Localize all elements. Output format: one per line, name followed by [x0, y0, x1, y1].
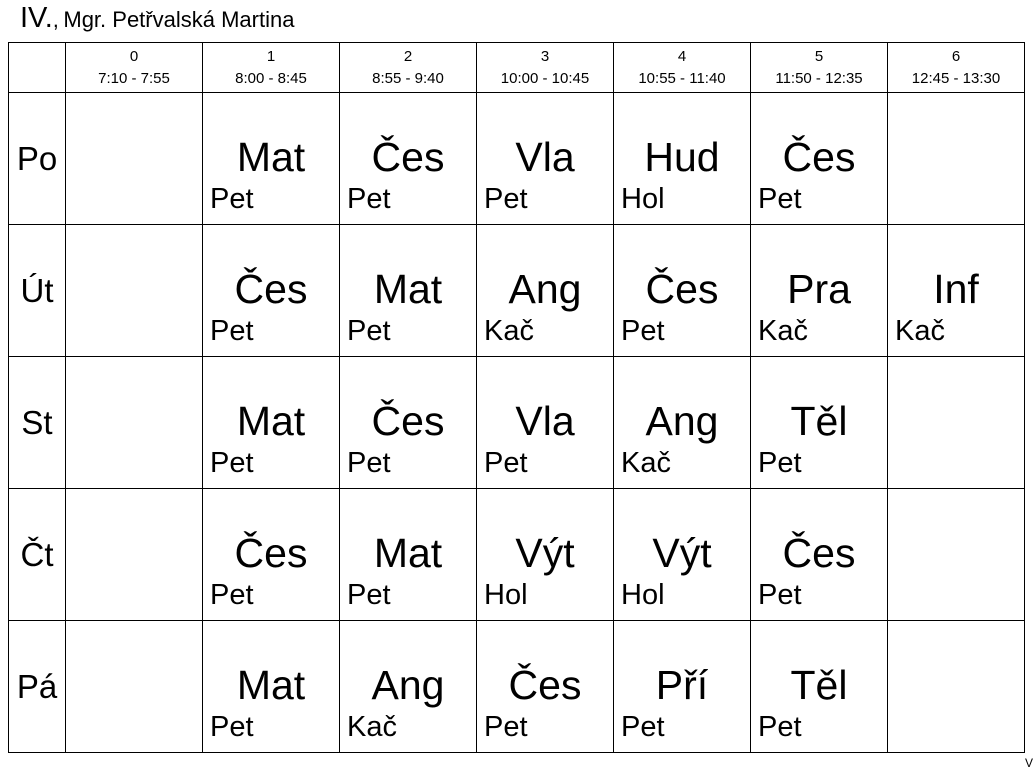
lesson-cell	[751, 489, 888, 621]
period-header	[477, 43, 614, 93]
lesson-cell	[340, 225, 477, 357]
day-row	[9, 489, 1025, 621]
lesson-teacher: Pet	[210, 579, 254, 611]
period-time: 8:55 - 9:40	[372, 69, 444, 87]
subject: Těl	[790, 398, 848, 444]
lesson-cell-empty	[888, 357, 1025, 489]
lesson-teacher: Pet	[758, 711, 802, 743]
lesson-cell	[751, 93, 888, 225]
period-header	[888, 43, 1025, 93]
lesson-teacher: Pet	[210, 447, 254, 479]
subject: Ang	[371, 662, 445, 708]
period-time: 8:00 - 8:45	[235, 69, 307, 87]
lesson-teacher: Pet	[484, 447, 528, 479]
subject: Inf	[933, 266, 979, 312]
subject: Výt	[515, 530, 575, 576]
lesson-cell	[614, 621, 751, 753]
subject: Vla	[515, 398, 575, 444]
day-label: Út	[9, 225, 66, 357]
lesson-teacher: Kač	[484, 315, 534, 347]
subject: Výt	[652, 530, 712, 576]
subject: Vla	[515, 134, 575, 180]
lesson-cell	[477, 489, 614, 621]
period-time: 10:00 - 10:45	[500, 69, 590, 87]
period-number: 5	[814, 47, 824, 65]
subject: Pří	[655, 662, 709, 708]
subject: Čes	[645, 266, 719, 312]
lesson-cell	[203, 93, 340, 225]
period-number: 3	[540, 47, 550, 65]
lesson-cell	[203, 621, 340, 753]
period-header	[66, 43, 203, 93]
lesson-teacher: Pet	[347, 447, 391, 479]
lesson-cell	[614, 357, 751, 489]
period-number: 0	[129, 47, 139, 65]
day-label: Pá	[9, 621, 66, 753]
lesson-cell-empty	[66, 93, 203, 225]
lesson-cell	[203, 357, 340, 489]
subject: Čes	[508, 662, 582, 708]
period-time: 11:50 - 12:35	[775, 69, 863, 87]
lesson-cell	[477, 357, 614, 489]
subject: Pra	[787, 266, 851, 312]
lesson-cell-empty	[66, 489, 203, 621]
teacher-name: Mgr. Petřvalská Martina	[63, 7, 295, 32]
lesson-teacher: Pet	[621, 711, 665, 743]
subject: Čes	[234, 530, 308, 576]
period-header	[340, 43, 477, 93]
period-header	[203, 43, 340, 93]
lesson-cell	[751, 621, 888, 753]
lesson-teacher: Pet	[347, 579, 391, 611]
lesson-cell	[203, 225, 340, 357]
day-label: Čt	[9, 489, 66, 621]
lesson-teacher: Kač	[758, 315, 808, 347]
lesson-teacher: Hol	[621, 183, 665, 215]
lesson-cell	[340, 357, 477, 489]
lesson-cell	[340, 93, 477, 225]
subject: Mat	[373, 266, 443, 312]
lesson-cell-empty	[888, 489, 1025, 621]
lesson-teacher: Pet	[484, 711, 528, 743]
subject: Mat	[236, 134, 306, 180]
lesson-cell	[888, 225, 1025, 357]
period-number: 2	[403, 47, 413, 65]
period-time: 7:10 - 7:55	[98, 69, 170, 87]
day-row	[9, 357, 1025, 489]
period-time: 12:45 - 13:30	[911, 69, 1001, 87]
lesson-teacher: Pet	[758, 447, 802, 479]
period-time: 10:55 - 11:40	[638, 69, 726, 87]
lesson-teacher: Pet	[484, 183, 528, 215]
subject: Čes	[371, 398, 445, 444]
lesson-teacher: Pet	[758, 579, 802, 611]
subject: Čes	[782, 134, 856, 180]
lesson-cell-empty	[66, 357, 203, 489]
header-row	[9, 43, 1025, 93]
lesson-cell-empty	[66, 225, 203, 357]
lesson-teacher: Hol	[484, 579, 528, 611]
lesson-cell	[340, 489, 477, 621]
subject: Mat	[236, 398, 306, 444]
lesson-cell	[614, 93, 751, 225]
subject: Čes	[782, 530, 856, 576]
lesson-teacher: Pet	[210, 711, 254, 743]
subject: Hud	[644, 134, 720, 180]
title-separator: ,	[52, 7, 59, 32]
corner-cell	[9, 43, 66, 93]
lesson-teacher: Hol	[621, 579, 665, 611]
lesson-teacher: Kač	[347, 711, 397, 743]
lesson-cell	[614, 225, 751, 357]
subject: Ang	[645, 398, 719, 444]
lesson-cell-empty	[888, 621, 1025, 753]
lesson-cell	[477, 225, 614, 357]
lesson-cell-empty	[66, 621, 203, 753]
lesson-cell	[340, 621, 477, 753]
lesson-teacher: Pet	[758, 183, 802, 215]
lesson-cell-empty	[888, 93, 1025, 225]
day-label: Po	[9, 93, 66, 225]
subject: Mat	[236, 662, 306, 708]
period-number: 1	[266, 47, 276, 65]
day-row	[9, 225, 1025, 357]
period-header	[751, 43, 888, 93]
lesson-teacher: Pet	[347, 183, 391, 215]
subject: Mat	[373, 530, 443, 576]
lesson-cell	[477, 93, 614, 225]
subject: Ang	[508, 266, 582, 312]
lesson-teacher: Pet	[210, 315, 254, 347]
lesson-cell	[614, 489, 751, 621]
lesson-teacher: Pet	[347, 315, 391, 347]
day-row	[9, 621, 1025, 753]
day-label: St	[9, 357, 66, 489]
footer-mark: V	[1024, 756, 1033, 770]
lesson-teacher: Kač	[621, 447, 671, 479]
day-row	[9, 93, 1025, 225]
period-number: 4	[677, 47, 687, 65]
lesson-cell	[203, 489, 340, 621]
period-header	[614, 43, 751, 93]
timetable	[8, 42, 1025, 753]
period-number: 6	[951, 47, 961, 65]
subject: Čes	[371, 134, 445, 180]
lesson-cell	[477, 621, 614, 753]
lesson-teacher: Kač	[895, 315, 945, 347]
subject: Čes	[234, 266, 308, 312]
lesson-cell	[751, 225, 888, 357]
page-title	[20, 4, 294, 33]
lesson-teacher: Pet	[621, 315, 665, 347]
class-name: IV.	[20, 2, 53, 34]
lesson-cell	[751, 357, 888, 489]
lesson-teacher: Pet	[210, 183, 254, 215]
subject: Těl	[790, 662, 848, 708]
